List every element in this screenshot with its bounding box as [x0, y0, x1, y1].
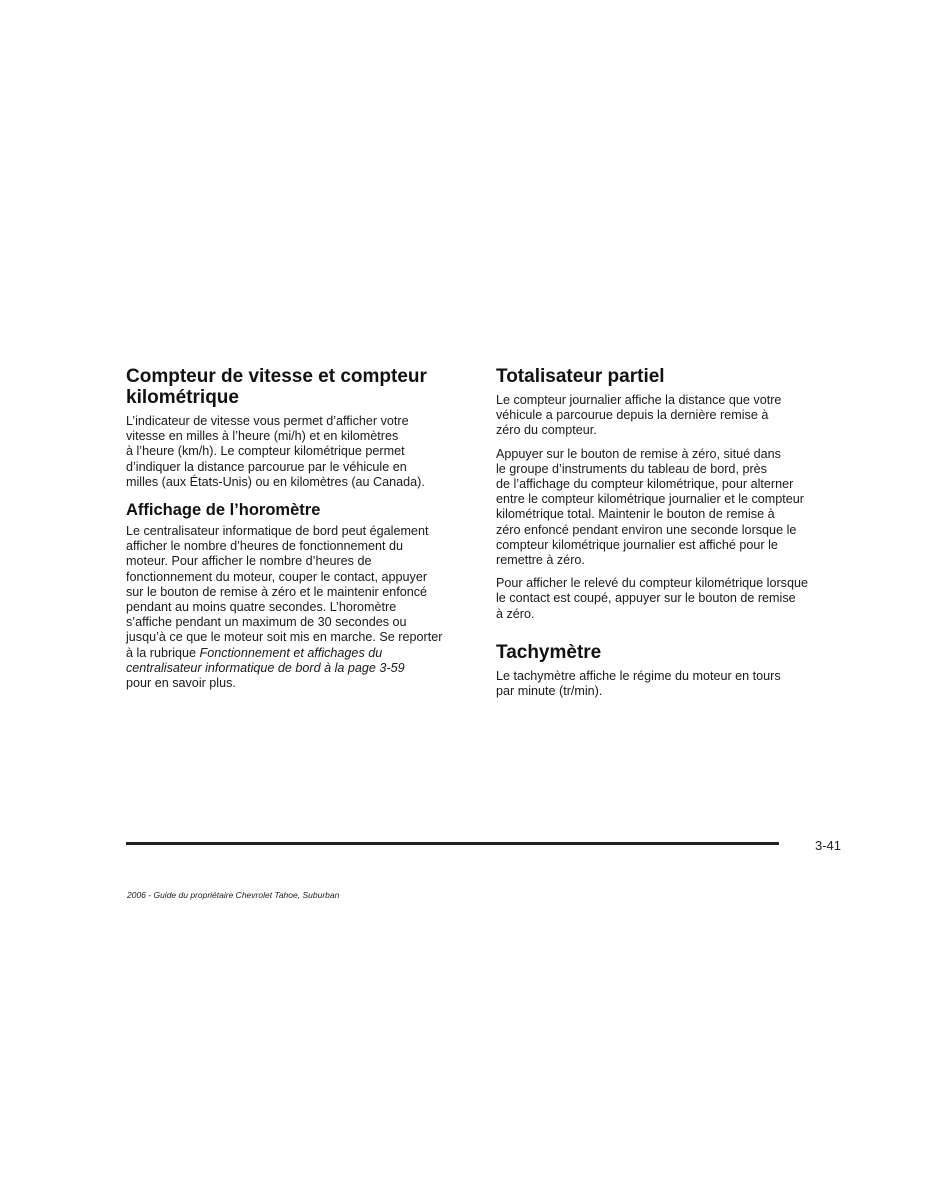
heading-hourmeter: Affichage de l’horomètre: [126, 501, 321, 520]
paragraph-speedometer: L’indicateur de vitesse vous permet d’afficher votre vitesse en milles à l’heure (mi/h) et en kilomètres à l’heure (km/h). Le compteur kilométrique permet d’indiquer la distance parcourue par le véhicule en milles (aux États-Unis) ou en kilomètres (au Canada).: [126, 414, 425, 489]
left-column: [126, 366, 476, 699]
footer-text: 2006 - Guide du propriétaire Chevrolet Tahoe, Suburban: [127, 890, 340, 900]
heading-speedometer: Compteur de vitesse et compteur kilométrique: [126, 366, 427, 408]
page-number: 3-41: [815, 838, 842, 853]
paragraph-trip-3: Pour afficher le relevé du compteur kilométrique lorsque le contact est coupé, appuyer sur le bouton de remise à zéro.: [496, 576, 808, 621]
cross-reference-link[interactable]: Fonctionnement et affichages du centralisateur informatique de bord à la page 3-59: [126, 645, 405, 675]
paragraph-tachometer: Le tachymètre affiche le régime du moteur en tours par minute (tr/min).: [496, 668, 781, 699]
right-column: [496, 366, 846, 707]
paragraph-hourmeter: [126, 524, 476, 691]
paragraph-trip-1: Le compteur journalier affiche la distance que votre véhicule a parcourue depuis la dernière remise à zéro du compteur.: [496, 393, 782, 438]
heading-trip-odometer: Totalisateur partiel: [496, 366, 665, 387]
paragraph-trip-2: Appuyer sur le bouton de remise à zéro, situé dans le groupe d’instruments du tableau de bord, près de l’affichage du compteur kilométrique, pour alterner entre le compteur kilométrique journalier et le compteur kilométrique total. Maintenir le bouton de remise à zéro enfoncé pendant environ une seconde lorsque le compteur kilométrique journalier est affiché pour le remettre à zéro.: [496, 446, 804, 568]
hourmeter-text: Le centralisateur informatique de bord peut également afficher le nombre d’heures de fonctionnement du moteur. Pour afficher le nombre d’heures de fonctionnement du moteur, couper le contact, appuyer sur le bouton de remise à zéro et le maintenir enfoncé pendant au moins quatre secondes. L’horomètre s’affiche pendant un maximum de 30 secondes ou jusqu’à ce que le moteur soit mis en marche. Se reporter à la rubrique: [126, 524, 443, 660]
heading-tachometer: Tachymètre: [496, 641, 602, 663]
hourmeter-text-end: pour en savoir plus.: [126, 676, 236, 691]
footer-rule: [126, 842, 779, 845]
